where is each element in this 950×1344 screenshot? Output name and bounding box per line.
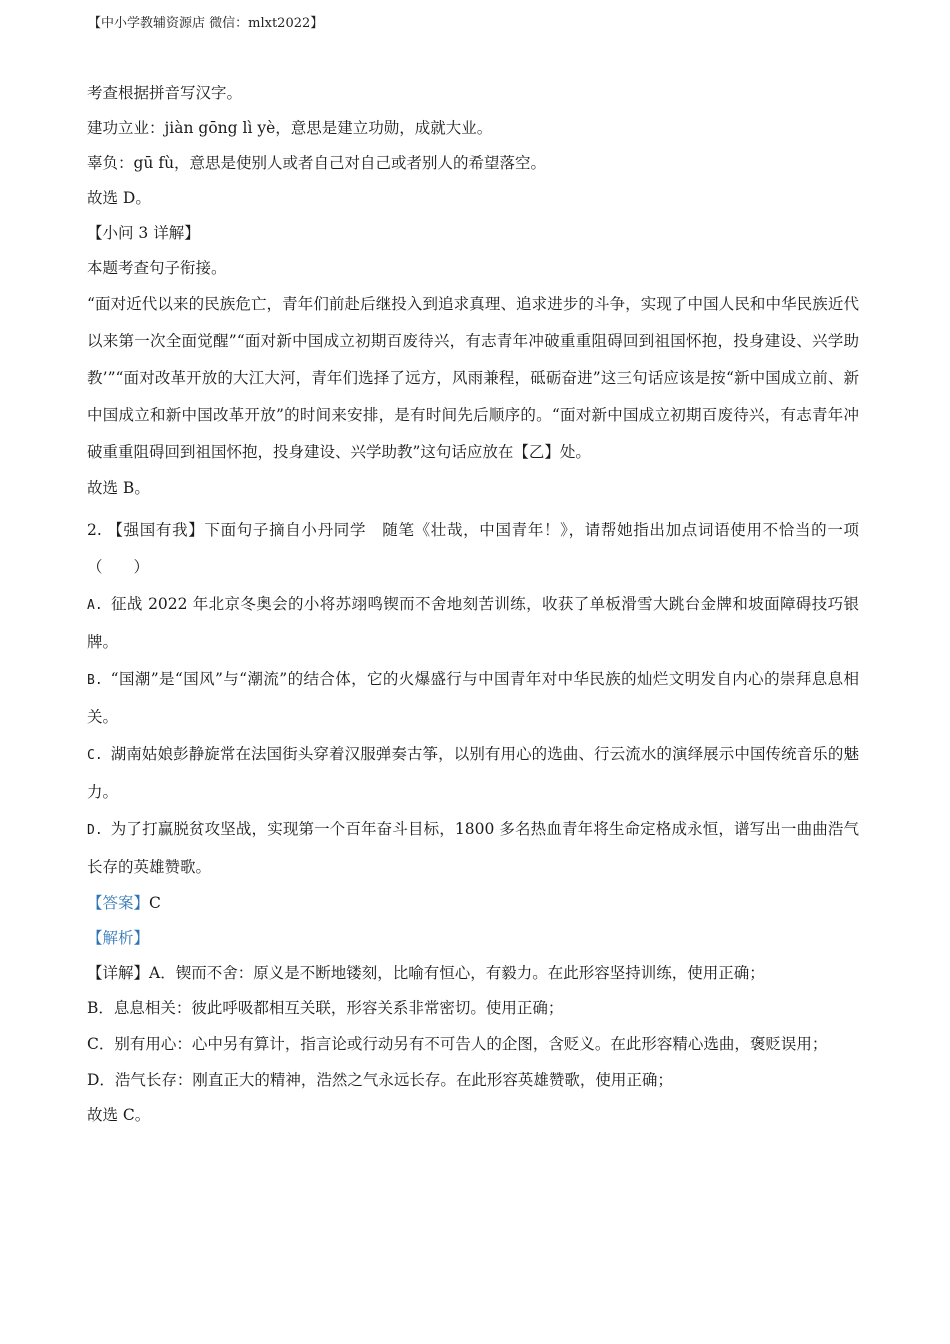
- analysis-line: 考查根据拼音写汉字。: [87, 84, 243, 102]
- analysis-line: 建功立业：jiàn gōng lì yè，意思是建立功勋，成就大业。: [87, 119, 493, 137]
- option-text: 征战 2022 年北京冬奥会的小将苏翊鸣锲而不舍地刻苦训练，收获了单板滑雪大跳台金牌和坡面障碍技巧银牌。: [87, 595, 859, 651]
- page-header: 【中小学教辅资源店 微信：mlxt2022】: [88, 16, 324, 31]
- answer-line: [87, 886, 859, 921]
- option-d: [87, 811, 859, 886]
- subquestion-3-body: “面对近代以来的民族危亡，青年们前赴后继投入到追求真理、追求进步的斗争，实现了中国人民和中华民族近代以来第一次全面觉醒”“面对新中国成立初期百废待兴，有志青年冲破重重阻碍回到祖国怀抱，投身建设、兴学助教’”“面对改革开放的大江大河，青年们选择了远方，风雨兼程，砥砺奋进”这三句话应该是按“新中国成立前、新中国成立和新中国改革开放”的时间来安排，是有时间先后顺序的。“面对新中国成立初期百废待兴，有志青年冲破重重阻碍回到祖国怀抱，投身建设、兴学助教”这句话应放在【乙】处。: [87, 295, 859, 461]
- detail-a: 【详解】A．锲而不舍：原义是不断地镂刻，比喻有恒心，有毅力。在此形容坚持训练，使用正确；: [87, 964, 765, 982]
- document-body: [87, 76, 859, 1133]
- option-letter: D.: [87, 823, 103, 838]
- option-letter: B.: [87, 673, 103, 688]
- question-2-conclusion: 故选 C。: [87, 1106, 151, 1124]
- option-b: [87, 661, 859, 736]
- detail-d: D．浩气长存：刚直正大的精神，浩然之气永远长存。在此形容英雄赞歌，使用正确；: [87, 1071, 673, 1089]
- analysis-line: 辜负：gū fù，意思是使别人或者自己对自己或者别人的希望落空。: [87, 154, 547, 172]
- option-a: [87, 586, 859, 661]
- subquestion-3-conclusion: 故选 B。: [87, 479, 150, 497]
- analysis-label: 【解析】: [87, 929, 150, 947]
- option-letter: A.: [87, 598, 103, 613]
- option-text: 湖南姑娘彭静旋常在法国街头穿着汉服弹奏古筝，以别有用心的选曲、行云流水的演绎展示中国传统音乐的魅力。: [87, 745, 859, 801]
- answer-label: 【答案】: [87, 894, 150, 912]
- option-text: 为了打赢脱贫攻坚战，实现第一个百年奋斗目标，1800 多名热血青年将生命定格成永恒，谱写出一曲曲浩气长存的英雄赞歌。: [87, 820, 859, 876]
- option-text: “国潮”是“国风”与“潮流”的结合体，它的火爆盛行与中国青年对中华民族的灿烂文明发自内心的崇拜息息相关。: [87, 670, 859, 726]
- detail-c: C．别有用心：心中另有算计，指言论或行动另有不可告人的企图，含贬义。在此形容精心选曲，褒贬误用；: [87, 1035, 828, 1053]
- question-2-stem: 2. 【强国有我】下面句子摘自小丹同学 随笔《壮哉，中国青年！》，请帮她指出加点词语使用不恰当的一项（ ）: [87, 521, 859, 576]
- analysis-conclusion: 故选 D。: [87, 189, 151, 207]
- option-c: [87, 736, 859, 811]
- answer-value: C: [149, 894, 161, 912]
- subquestion-3-heading: 【小问 3 详解】: [87, 224, 200, 242]
- option-letter: C.: [87, 748, 103, 763]
- detail-b: B．息息相关：彼此呼吸都相互关联，形容关系非常密切。使用正确；: [87, 999, 564, 1017]
- subquestion-3-intro: 本题考查句子衔接。: [87, 259, 227, 277]
